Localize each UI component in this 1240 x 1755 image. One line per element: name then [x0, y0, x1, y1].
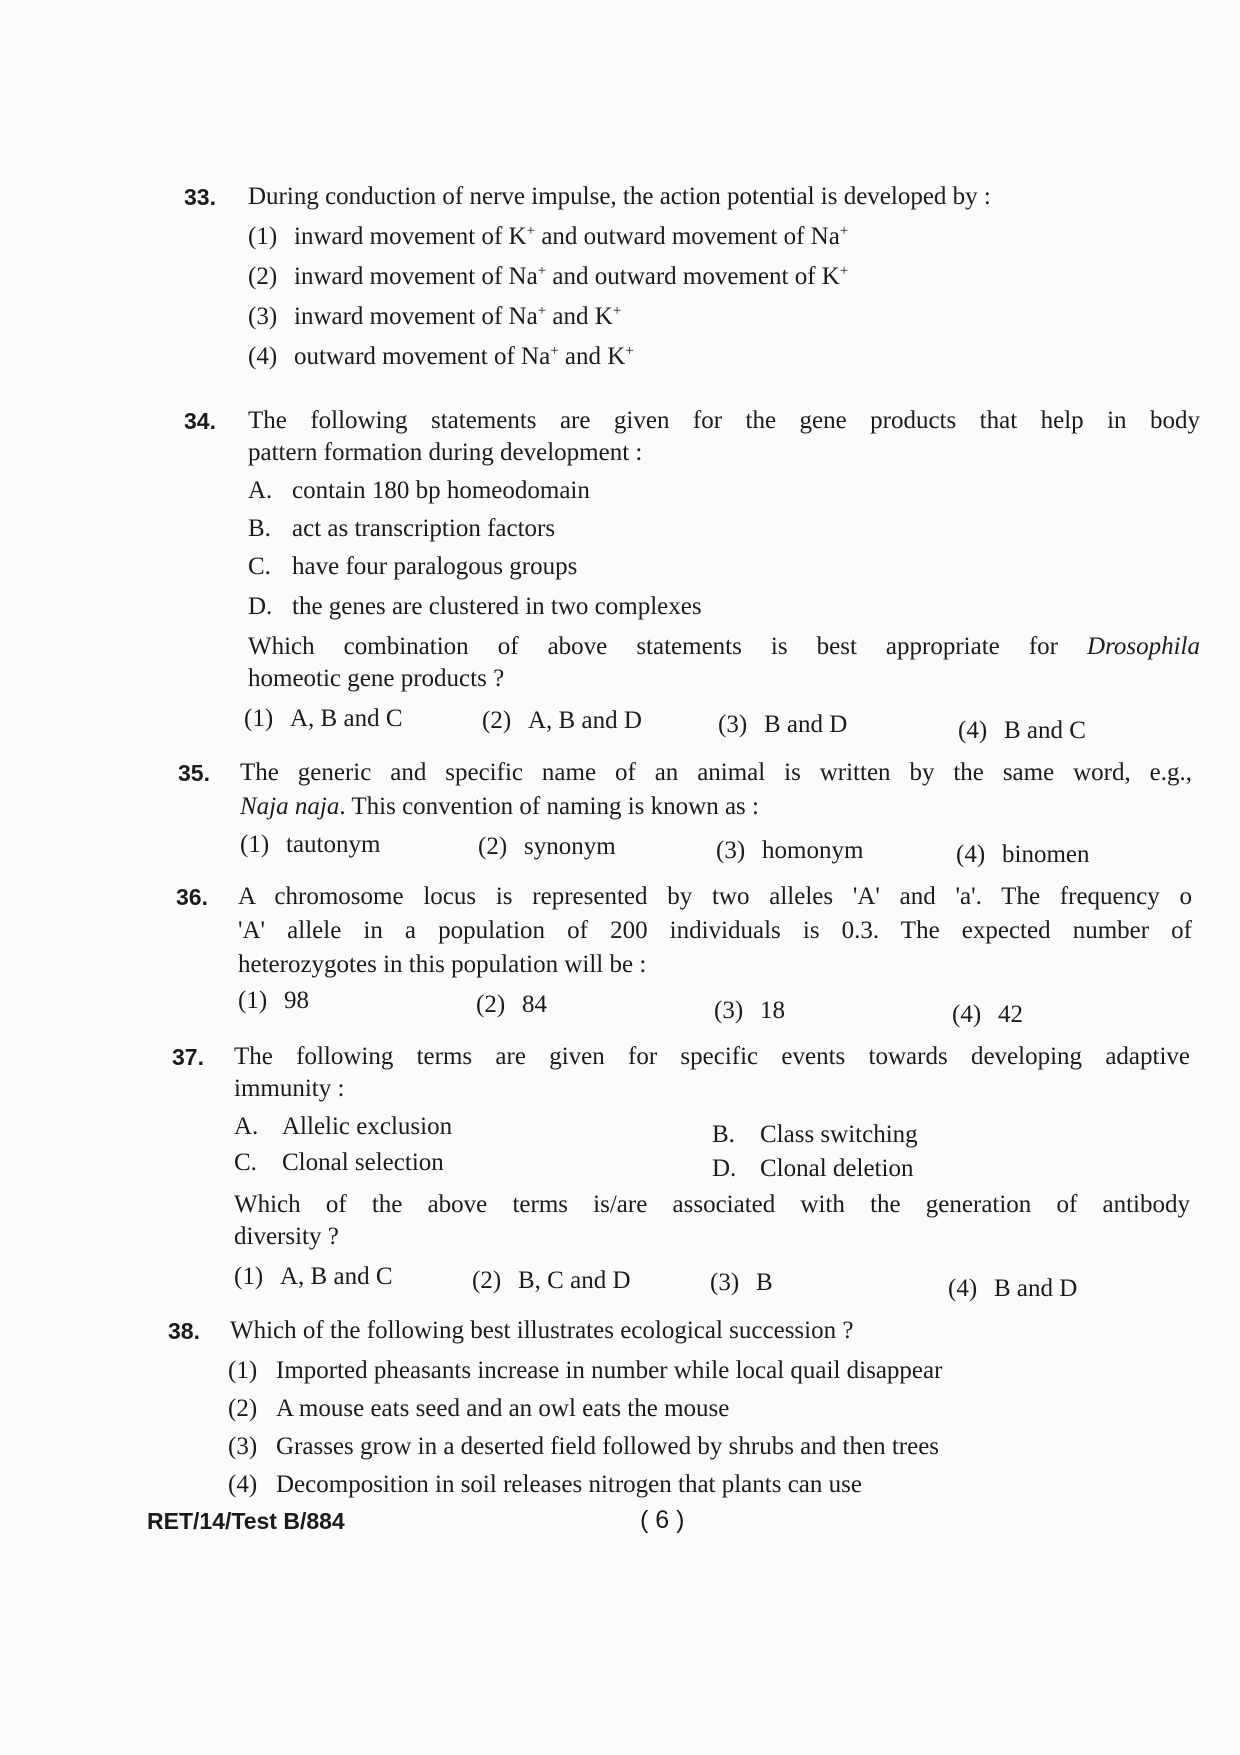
option-key: (1) [248, 223, 278, 250]
statement-key: A. [248, 477, 273, 504]
test-code: RET/14/Test B/884 [147, 1508, 345, 1534]
option-2: (2) synonym [478, 833, 616, 860]
term-key: B. [712, 1121, 735, 1148]
term-a: A. Allelic exclusion [234, 1110, 452, 1144]
question-stem-line-1: The following terms are given for specific events towards developing adaptive [234, 1043, 1190, 1070]
question-stem-line-2: Naja naja. This convention of naming is known as : [240, 793, 759, 820]
option-3: (3) homonym [716, 837, 864, 864]
question-stem-line-3: heterozygotes in this population will be : [238, 951, 647, 978]
term-b: B. Class switching [712, 1118, 918, 1152]
question-stem-line-1: A chromosome locus is represented by two alleles 'A' and 'a'. The frequency o [238, 883, 1192, 910]
option-2: (2) A, B and D [482, 707, 642, 734]
question-number: 35. [178, 760, 210, 786]
statement-d: D. the genes are clustered in two complexes [248, 590, 702, 624]
option-2: (2) B, C and D [472, 1267, 631, 1294]
option-4: (4) Decomposition in soil releases nitrogen that plants can use [228, 1471, 862, 1498]
option-3: (3) Grasses grow in a deserted field followed by shrubs and then trees [228, 1433, 940, 1460]
option-1: (1) inward movement of K+ and outward movement of Na+ [248, 220, 848, 254]
option-4: (4) outward movement of Na+ and K+ [248, 340, 634, 374]
option-key: (4) [248, 343, 278, 370]
option-1: (1) A, B and C [244, 705, 403, 732]
question-prompt-line-2: diversity ? [234, 1223, 339, 1250]
statement-key: B. [248, 515, 271, 542]
question-stem: Which of the following best illustrates ecological succession ? [230, 1317, 854, 1344]
option-3: (3) B and D [718, 711, 848, 738]
question-number: 37. [172, 1044, 204, 1070]
option-2: (2) inward movement of Na+ and outward movement of K+ [248, 260, 848, 294]
term-key: C. [234, 1149, 257, 1176]
option-3: (3) B [710, 1269, 773, 1296]
question-stem-line-2: pattern formation during development : [248, 439, 643, 466]
term-key: D. [712, 1155, 737, 1182]
option-4: (4) binomen [956, 841, 1090, 868]
option-3: (3) inward movement of Na+ and K+ [248, 300, 621, 334]
option-3: (3) 18 [714, 997, 785, 1024]
question-prompt-line-2: homeotic gene products ? [248, 665, 505, 692]
option-1: (1) A, B and C [234, 1263, 393, 1290]
term-d: D. Clonal deletion [712, 1152, 913, 1186]
option-key: (3) [248, 303, 278, 330]
statement-c: C. have four paralogous groups [248, 550, 577, 584]
option-4: (4) 42 [952, 1001, 1023, 1028]
question-stem-line-2: 'A' allele in a population of 200 individuals is 0.3. The expected number of [238, 917, 1192, 944]
option-4: (4) B and C [958, 717, 1086, 744]
option-1: (1) Imported pheasants increase in number while local quail disappear [228, 1357, 943, 1384]
question-number: 33. [184, 184, 216, 210]
statement-b: B. act as transcription factors [248, 512, 555, 546]
question-stem: During conduction of nerve impulse, the action potential is developed by : [248, 183, 991, 210]
option-key: (2) [248, 263, 278, 290]
question-stem-line-1: The following statements are given for the gene products that help in body [248, 407, 1200, 434]
question-prompt-line-1: Which of the above terms is/are associated with the generation of antibody [234, 1191, 1190, 1218]
question-number: 36. [176, 884, 208, 910]
page-number: ( 6 ) [640, 1506, 685, 1534]
option-1: (1) tautonym [240, 831, 381, 858]
question-number: 38. [168, 1318, 200, 1344]
option-1: (1) 98 [238, 987, 309, 1014]
option-4: (4) B and D [948, 1275, 1078, 1302]
question-number: 34. [184, 408, 216, 434]
question-stem-line-2: immunity : [234, 1075, 345, 1102]
statement-a: A. contain 180 bp homeodomain [248, 474, 590, 508]
term-key: A. [234, 1113, 259, 1140]
option-2: (2) 84 [476, 991, 547, 1018]
statement-key: C. [248, 553, 271, 580]
term-c: C. Clonal selection [234, 1146, 444, 1180]
statement-key: D. [248, 593, 273, 620]
question-prompt-line-1: Which combination of above statements is best appropriate for Drosophila [248, 633, 1200, 660]
question-stem-line-1: The generic and specific name of an animal is written by the same word, e.g., [240, 759, 1192, 786]
option-2: (2) A mouse eats seed and an owl eats the mouse [228, 1395, 730, 1422]
